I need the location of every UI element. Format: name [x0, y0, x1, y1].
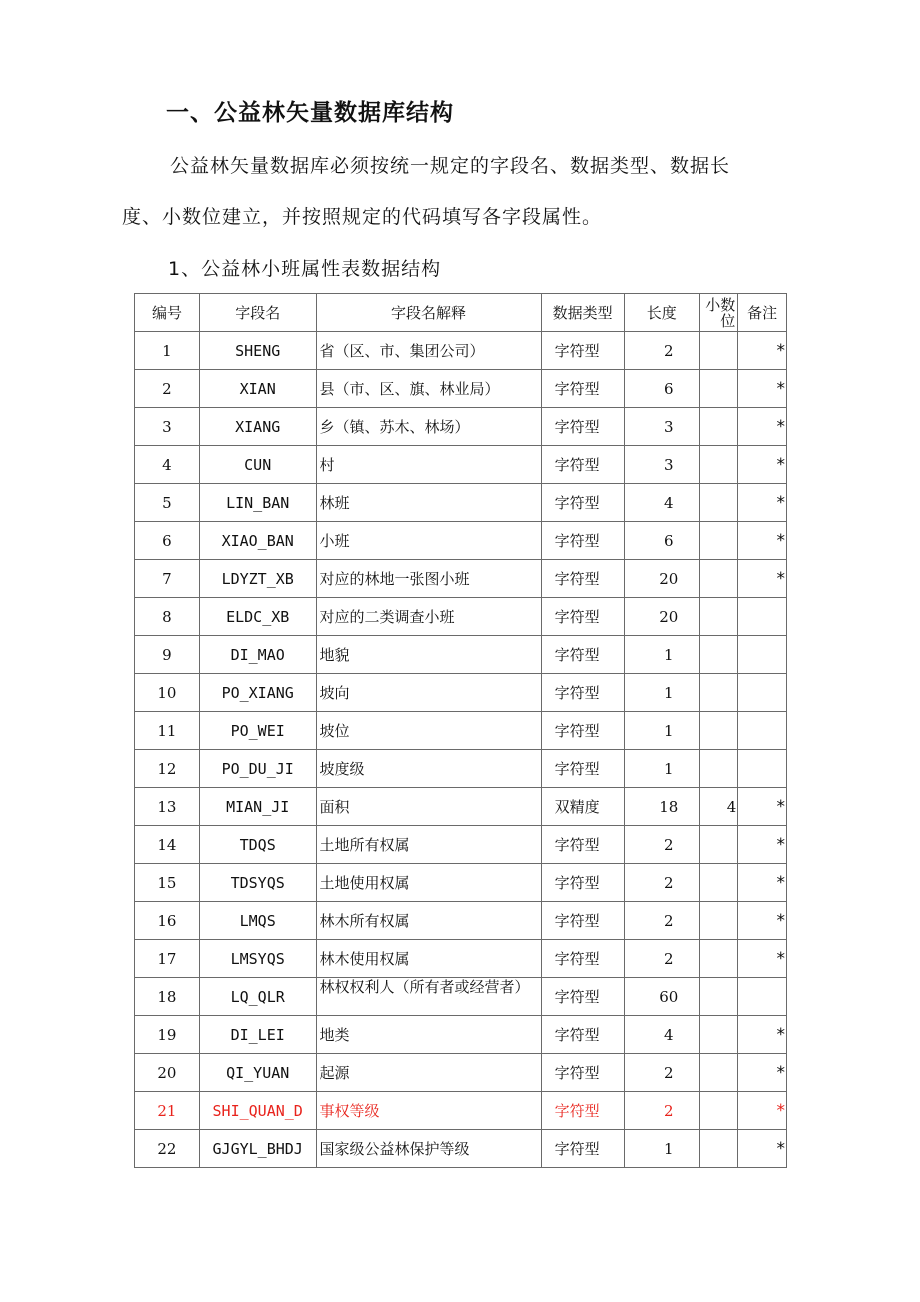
cell-note: [738, 750, 787, 788]
table-row: [135, 484, 787, 522]
cell-note: *: [738, 788, 787, 826]
cell-field-name: XIAN: [199, 370, 316, 408]
cell-field-desc: 林权权利人（所有者或经营者）: [316, 978, 541, 1016]
cell-data-type: 字符型: [541, 978, 624, 1016]
cell-no: 6: [135, 522, 200, 560]
table-row: [135, 788, 787, 826]
table-row: [135, 332, 787, 370]
cell-decimal: [699, 826, 738, 864]
table-row: [135, 1092, 787, 1130]
cell-decimal: [699, 712, 738, 750]
cell-data-type: 双精度: [541, 788, 624, 826]
table-row: [135, 826, 787, 864]
cell-field-name: QI_YUAN: [199, 1054, 316, 1092]
cell-no: 21: [135, 1092, 200, 1130]
table-row: [135, 522, 787, 560]
cell-length: 6: [624, 522, 699, 560]
cell-decimal: [699, 674, 738, 712]
table-row: [135, 560, 787, 598]
cell-field-desc: 省（区、市、集团公司）: [316, 332, 541, 370]
table-subheading: 1、公益林小班属性表数据结构: [168, 258, 442, 280]
cell-length: 1: [624, 674, 699, 712]
cell-no: 15: [135, 864, 200, 902]
cell-note: *: [738, 864, 787, 902]
table-row: [135, 712, 787, 750]
cell-no: 3: [135, 408, 200, 446]
header-no: 编号: [135, 294, 200, 332]
cell-field-desc: 县（市、区、旗、林业局）: [316, 370, 541, 408]
cell-data-type: 字符型: [541, 750, 624, 788]
cell-field-name: DI_LEI: [199, 1016, 316, 1054]
table-row: [135, 408, 787, 446]
cell-no: 9: [135, 636, 200, 674]
cell-field-name: LDYZT_XB: [199, 560, 316, 598]
cell-data-type: 字符型: [541, 370, 624, 408]
cell-decimal: [699, 598, 738, 636]
cell-field-desc: 地类: [316, 1016, 541, 1054]
header-field-desc: 字段名解释: [316, 294, 541, 332]
cell-note: [738, 674, 787, 712]
cell-no: 10: [135, 674, 200, 712]
cell-field-desc: 林木使用权属: [316, 940, 541, 978]
cell-note: *: [738, 332, 787, 370]
cell-length: 2: [624, 1092, 699, 1130]
cell-length: 20: [624, 598, 699, 636]
cell-decimal: [699, 484, 738, 522]
table-row: [135, 978, 787, 1016]
cell-length: 2: [624, 1054, 699, 1092]
cell-field-name: XIANG: [199, 408, 316, 446]
cell-no: 7: [135, 560, 200, 598]
cell-field-desc: 坡度级: [316, 750, 541, 788]
cell-field-desc: 地貌: [316, 636, 541, 674]
cell-data-type: 字符型: [541, 1054, 624, 1092]
cell-no: 14: [135, 826, 200, 864]
intro-paragraph-line-1: 公益林矢量数据库必须按统一规定的字段名、数据类型、数据长: [170, 155, 731, 177]
cell-note: *: [738, 1016, 787, 1054]
cell-field-name: SHI_QUAN_D: [199, 1092, 316, 1130]
cell-field-desc: 林班: [316, 484, 541, 522]
cell-note: *: [738, 446, 787, 484]
cell-length: 1: [624, 750, 699, 788]
cell-field-name: ELDC_XB: [199, 598, 316, 636]
cell-field-name: SHENG: [199, 332, 316, 370]
cell-no: 2: [135, 370, 200, 408]
cell-decimal: [699, 1016, 738, 1054]
cell-no: 18: [135, 978, 200, 1016]
cell-length: 60: [624, 978, 699, 1016]
cell-decimal: [699, 332, 738, 370]
cell-no: 11: [135, 712, 200, 750]
table-row: [135, 1130, 787, 1168]
cell-note: *: [738, 940, 787, 978]
header-decimal: [699, 294, 738, 332]
cell-field-desc: 小班: [316, 522, 541, 560]
cell-length: 18: [624, 788, 699, 826]
cell-field-name: PO_DU_JI: [199, 750, 316, 788]
table-row: [135, 940, 787, 978]
cell-decimal: [699, 940, 738, 978]
cell-data-type: 字符型: [541, 1016, 624, 1054]
cell-length: 2: [624, 940, 699, 978]
cell-data-type: 字符型: [541, 940, 624, 978]
cell-note: *: [738, 1130, 787, 1168]
cell-no: 13: [135, 788, 200, 826]
cell-data-type: 字符型: [541, 408, 624, 446]
table-header-row: [135, 294, 787, 332]
cell-data-type: 字符型: [541, 674, 624, 712]
cell-data-type: 字符型: [541, 1130, 624, 1168]
table-row: [135, 370, 787, 408]
cell-no: 4: [135, 446, 200, 484]
cell-field-desc: 土地使用权属: [316, 864, 541, 902]
cell-no: 19: [135, 1016, 200, 1054]
cell-note: *: [738, 484, 787, 522]
cell-field-name: GJGYL_BHDJ: [199, 1130, 316, 1168]
cell-data-type: 字符型: [541, 522, 624, 560]
cell-no: 20: [135, 1054, 200, 1092]
cell-decimal: [699, 370, 738, 408]
cell-field-name: TDSYQS: [199, 864, 316, 902]
cell-length: 3: [624, 446, 699, 484]
table-row: [135, 902, 787, 940]
header-note: 备注: [738, 294, 787, 332]
cell-field-name: LMSYQS: [199, 940, 316, 978]
cell-decimal: [699, 864, 738, 902]
cell-field-desc: 林木所有权属: [316, 902, 541, 940]
cell-decimal: [699, 1130, 738, 1168]
cell-note: [738, 636, 787, 674]
cell-field-desc: 坡向: [316, 674, 541, 712]
cell-data-type: 字符型: [541, 864, 624, 902]
cell-no: 22: [135, 1130, 200, 1168]
cell-data-type: 字符型: [541, 1092, 624, 1130]
cell-field-name: XIAO_BAN: [199, 522, 316, 560]
cell-note: *: [738, 1054, 787, 1092]
cell-field-desc: 事权等级: [316, 1092, 541, 1130]
cell-decimal: [699, 1054, 738, 1092]
cell-decimal: [699, 560, 738, 598]
cell-data-type: 字符型: [541, 446, 624, 484]
cell-decimal: 4: [699, 788, 738, 826]
cell-length: 6: [624, 370, 699, 408]
table-row: [135, 674, 787, 712]
table-row: [135, 1016, 787, 1054]
header-data-type: 数据类型: [541, 294, 624, 332]
cell-field-name: LIN_BAN: [199, 484, 316, 522]
cell-field-desc: 对应的林地一张图小班: [316, 560, 541, 598]
cell-length: 2: [624, 332, 699, 370]
cell-decimal: [699, 978, 738, 1016]
cell-data-type: 字符型: [541, 598, 624, 636]
cell-field-desc: 土地所有权属: [316, 826, 541, 864]
cell-decimal: [699, 902, 738, 940]
cell-length: 2: [624, 864, 699, 902]
cell-data-type: 字符型: [541, 560, 624, 598]
table-row: [135, 750, 787, 788]
cell-note: [738, 598, 787, 636]
cell-field-desc: 村: [316, 446, 541, 484]
cell-note: *: [738, 522, 787, 560]
cell-field-desc: 乡（镇、苏木、林场）: [316, 408, 541, 446]
cell-no: 5: [135, 484, 200, 522]
cell-field-desc: 对应的二类调查小班: [316, 598, 541, 636]
cell-note: *: [738, 1092, 787, 1130]
cell-note: *: [738, 902, 787, 940]
cell-field-name: PO_XIANG: [199, 674, 316, 712]
cell-data-type: 字符型: [541, 902, 624, 940]
cell-length: 1: [624, 712, 699, 750]
cell-no: 17: [135, 940, 200, 978]
header-field-name: 字段名: [199, 294, 316, 332]
cell-data-type: 字符型: [541, 826, 624, 864]
table-row: [135, 636, 787, 674]
cell-no: 12: [135, 750, 200, 788]
cell-field-name: TDQS: [199, 826, 316, 864]
cell-length: 20: [624, 560, 699, 598]
cell-decimal: [699, 750, 738, 788]
cell-field-name: LQ_QLR: [199, 978, 316, 1016]
header-decimal-line-2: 位: [720, 311, 736, 330]
table-row: [135, 598, 787, 636]
header-decimal-line-1: 小数: [705, 295, 736, 314]
cell-field-name: LMQS: [199, 902, 316, 940]
cell-decimal: [699, 522, 738, 560]
section-heading: 一、公益林矢量数据库结构: [166, 100, 454, 126]
cell-field-name: CUN: [199, 446, 316, 484]
cell-length: 2: [624, 902, 699, 940]
cell-data-type: 字符型: [541, 712, 624, 750]
table-row: [135, 446, 787, 484]
cell-data-type: 字符型: [541, 636, 624, 674]
cell-no: 8: [135, 598, 200, 636]
intro-paragraph-line-2: 度、小数位建立，并按照规定的代码填写各字段属性。: [122, 206, 603, 228]
cell-note: [738, 978, 787, 1016]
cell-no: 1: [135, 332, 200, 370]
cell-field-desc: 面积: [316, 788, 541, 826]
cell-decimal: [699, 408, 738, 446]
field-structure-table: [134, 293, 787, 1168]
cell-field-name: DI_MAO: [199, 636, 316, 674]
cell-length: 4: [624, 484, 699, 522]
cell-note: [738, 712, 787, 750]
cell-data-type: 字符型: [541, 332, 624, 370]
cell-no: 16: [135, 902, 200, 940]
cell-field-desc: 国家级公益林保护等级: [316, 1130, 541, 1168]
cell-decimal: [699, 446, 738, 484]
header-length: 长度: [624, 294, 699, 332]
table-row: [135, 1054, 787, 1092]
cell-field-name: PO_WEI: [199, 712, 316, 750]
cell-decimal: [699, 636, 738, 674]
cell-field-name: MIAN_JI: [199, 788, 316, 826]
cell-length: 1: [624, 1130, 699, 1168]
table-row: [135, 864, 787, 902]
cell-field-desc: 坡位: [316, 712, 541, 750]
cell-note: *: [738, 408, 787, 446]
cell-length: 3: [624, 408, 699, 446]
cell-note: *: [738, 560, 787, 598]
cell-length: 2: [624, 826, 699, 864]
cell-note: *: [738, 826, 787, 864]
cell-note: *: [738, 370, 787, 408]
cell-decimal: [699, 1092, 738, 1130]
cell-length: 4: [624, 1016, 699, 1054]
cell-length: 1: [624, 636, 699, 674]
cell-field-desc: 起源: [316, 1054, 541, 1092]
cell-data-type: 字符型: [541, 484, 624, 522]
